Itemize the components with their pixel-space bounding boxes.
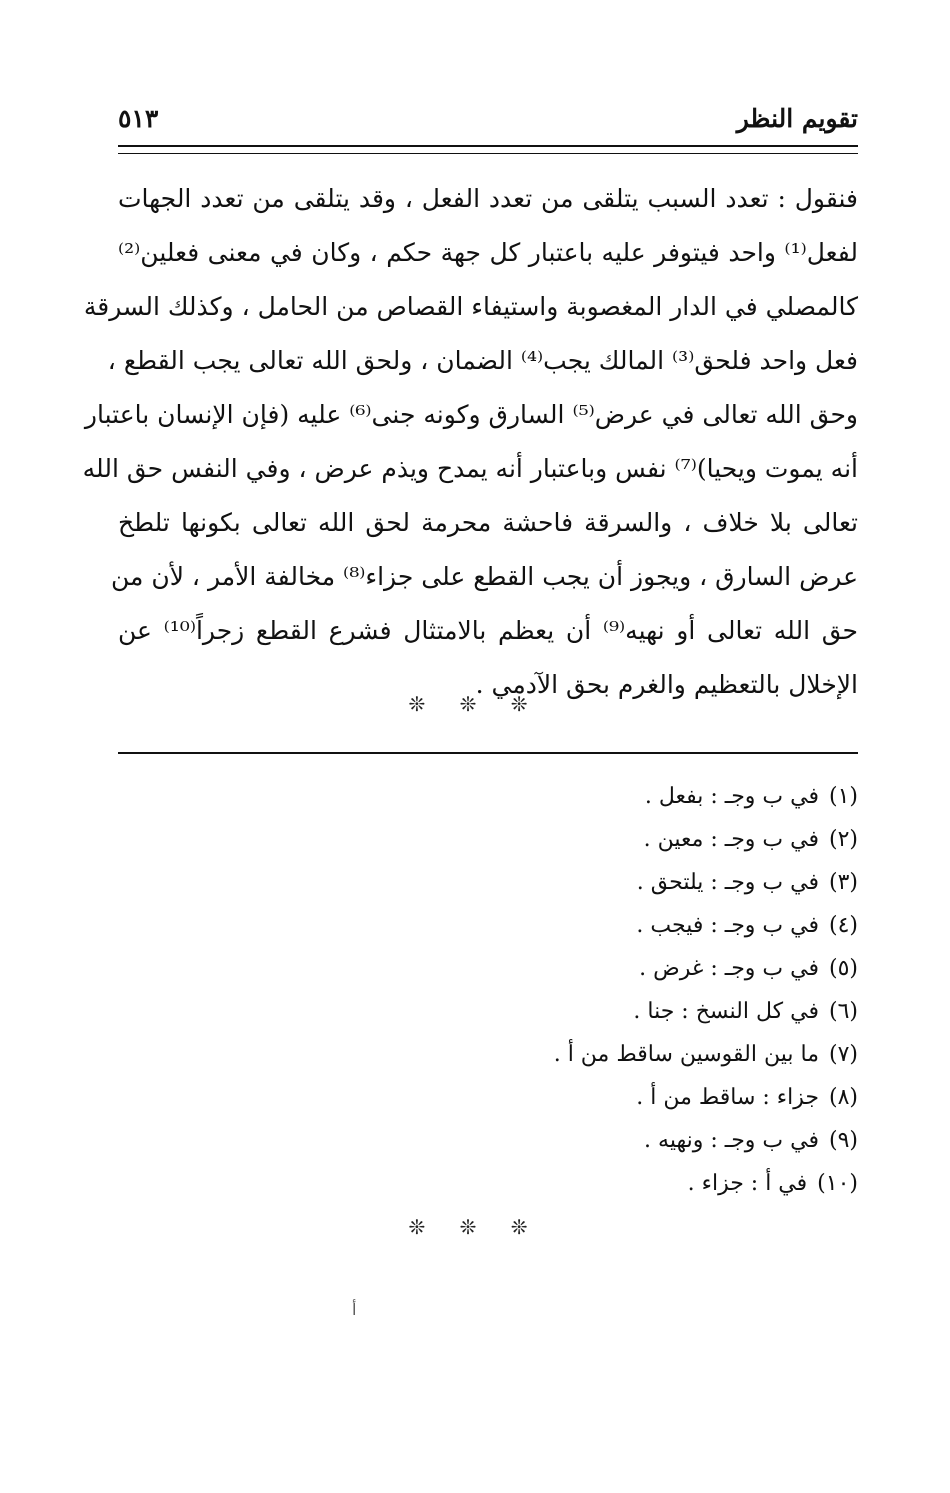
- text-line: الإخلال بالتعظيم والغرم بحق الآدمي .: [475, 670, 858, 699]
- text-line: عرض السارق ، ويجوز أن يجب القطع على جزاء⁽⁸⁾ مخالفة الأمر ، لأن من: [111, 562, 858, 591]
- footnote-item: [118, 775, 858, 818]
- footnote-number: (٦): [828, 999, 858, 1024]
- main-text: [82, 172, 858, 712]
- footnote-item: [118, 947, 858, 990]
- book-title: تقويم النظر: [736, 104, 858, 133]
- header-rule: [118, 145, 858, 154]
- footnote-number: (١٠): [817, 1171, 858, 1196]
- footnote-number: (٧): [828, 1042, 858, 1067]
- footnote-text: في أ : جزاء .: [687, 1171, 808, 1196]
- footnote-text: في ب وجـ : ونهيه .: [644, 1128, 819, 1153]
- footnote-text: في ب وجـ : يلتحق .: [636, 870, 819, 895]
- footnote-item: [118, 1076, 858, 1119]
- text-line: تعالى بلا خلاف ، والسرقة فاحشة محرمة لحق الله تعالى بكونها تلطخ: [118, 508, 858, 537]
- text-line: كالمصلي في الدار المغصوبة واستيفاء القصاص من الحامل ، وكذلك السرقة: [83, 292, 858, 321]
- text-line: أنه يموت ويحيا)⁽⁷⁾ نفس وباعتبار أنه يمدح ويذم عرض ، وفي النفس حق الله: [82, 454, 858, 483]
- page-number: ٥١٣: [118, 104, 159, 133]
- footnote-number: (٤): [828, 913, 858, 938]
- text-line: لفعل⁽¹⁾ واحد فيتوفر عليه باعتبار كل جهة حكم ، وكان في معنى فعلين⁽²⁾: [118, 238, 858, 267]
- footnote-item: [118, 818, 858, 861]
- footnote-text: في ب وجـ : غرض .: [639, 956, 819, 981]
- footnote-number: (٢): [828, 827, 858, 852]
- footnote-number: (١): [828, 784, 858, 809]
- footnote-text: في كل النسخ : جنا .: [633, 999, 819, 1024]
- running-header: [118, 100, 858, 150]
- footnote-number: (٥): [828, 956, 858, 981]
- text-line: فنقول : تعدد السبب يتلقى من تعدد الفعل ، وقد يتلقى من تعدد الجهات: [118, 184, 858, 213]
- footnote-text: جزاء : ساقط من أ .: [636, 1085, 819, 1110]
- footnote-item: [118, 1033, 858, 1076]
- footnote-text: ما بين القوسين ساقط من أ .: [553, 1042, 819, 1067]
- footnote-text: في ب وجـ : معين .: [643, 827, 819, 852]
- footnote-item: [118, 904, 858, 947]
- stray-mark: أ: [352, 1300, 357, 1319]
- end-separator-stars: ❊ ❊ ❊: [408, 1215, 542, 1239]
- footnote-text: في ب وجـ : بفعل .: [644, 784, 819, 809]
- text-line: حق الله تعالى أو نهيه⁽⁹⁾ أن يعظم بالامتثال فشرع القطع زجراً⁽¹⁰⁾ عن: [118, 616, 858, 645]
- footnote-number: (٩): [828, 1128, 858, 1153]
- footnote-number: (٣): [828, 870, 858, 895]
- footnote-item: [118, 1119, 858, 1162]
- text-line: فعل واحد فلحق⁽³⁾ المالك يجب⁽⁴⁾ الضمان ، ولحق الله تعالى يجب القطع ،: [107, 346, 858, 375]
- section-separator-stars: ❊ ❊ ❊: [408, 692, 542, 716]
- footnote-text: في ب وجـ : فيجب .: [636, 913, 819, 938]
- text-line: وحق الله تعالى في عرض⁽⁵⁾ السارق وكونه جنى⁽⁶⁾ عليه (فإن الإنسان باعتبار: [84, 400, 858, 429]
- footnote-item: [118, 861, 858, 904]
- footnote-item: [118, 990, 858, 1033]
- footnotes: [118, 775, 858, 1205]
- footnote-number: (٨): [828, 1085, 858, 1110]
- footnote-item: [118, 1162, 858, 1205]
- footnote-rule: [118, 752, 858, 754]
